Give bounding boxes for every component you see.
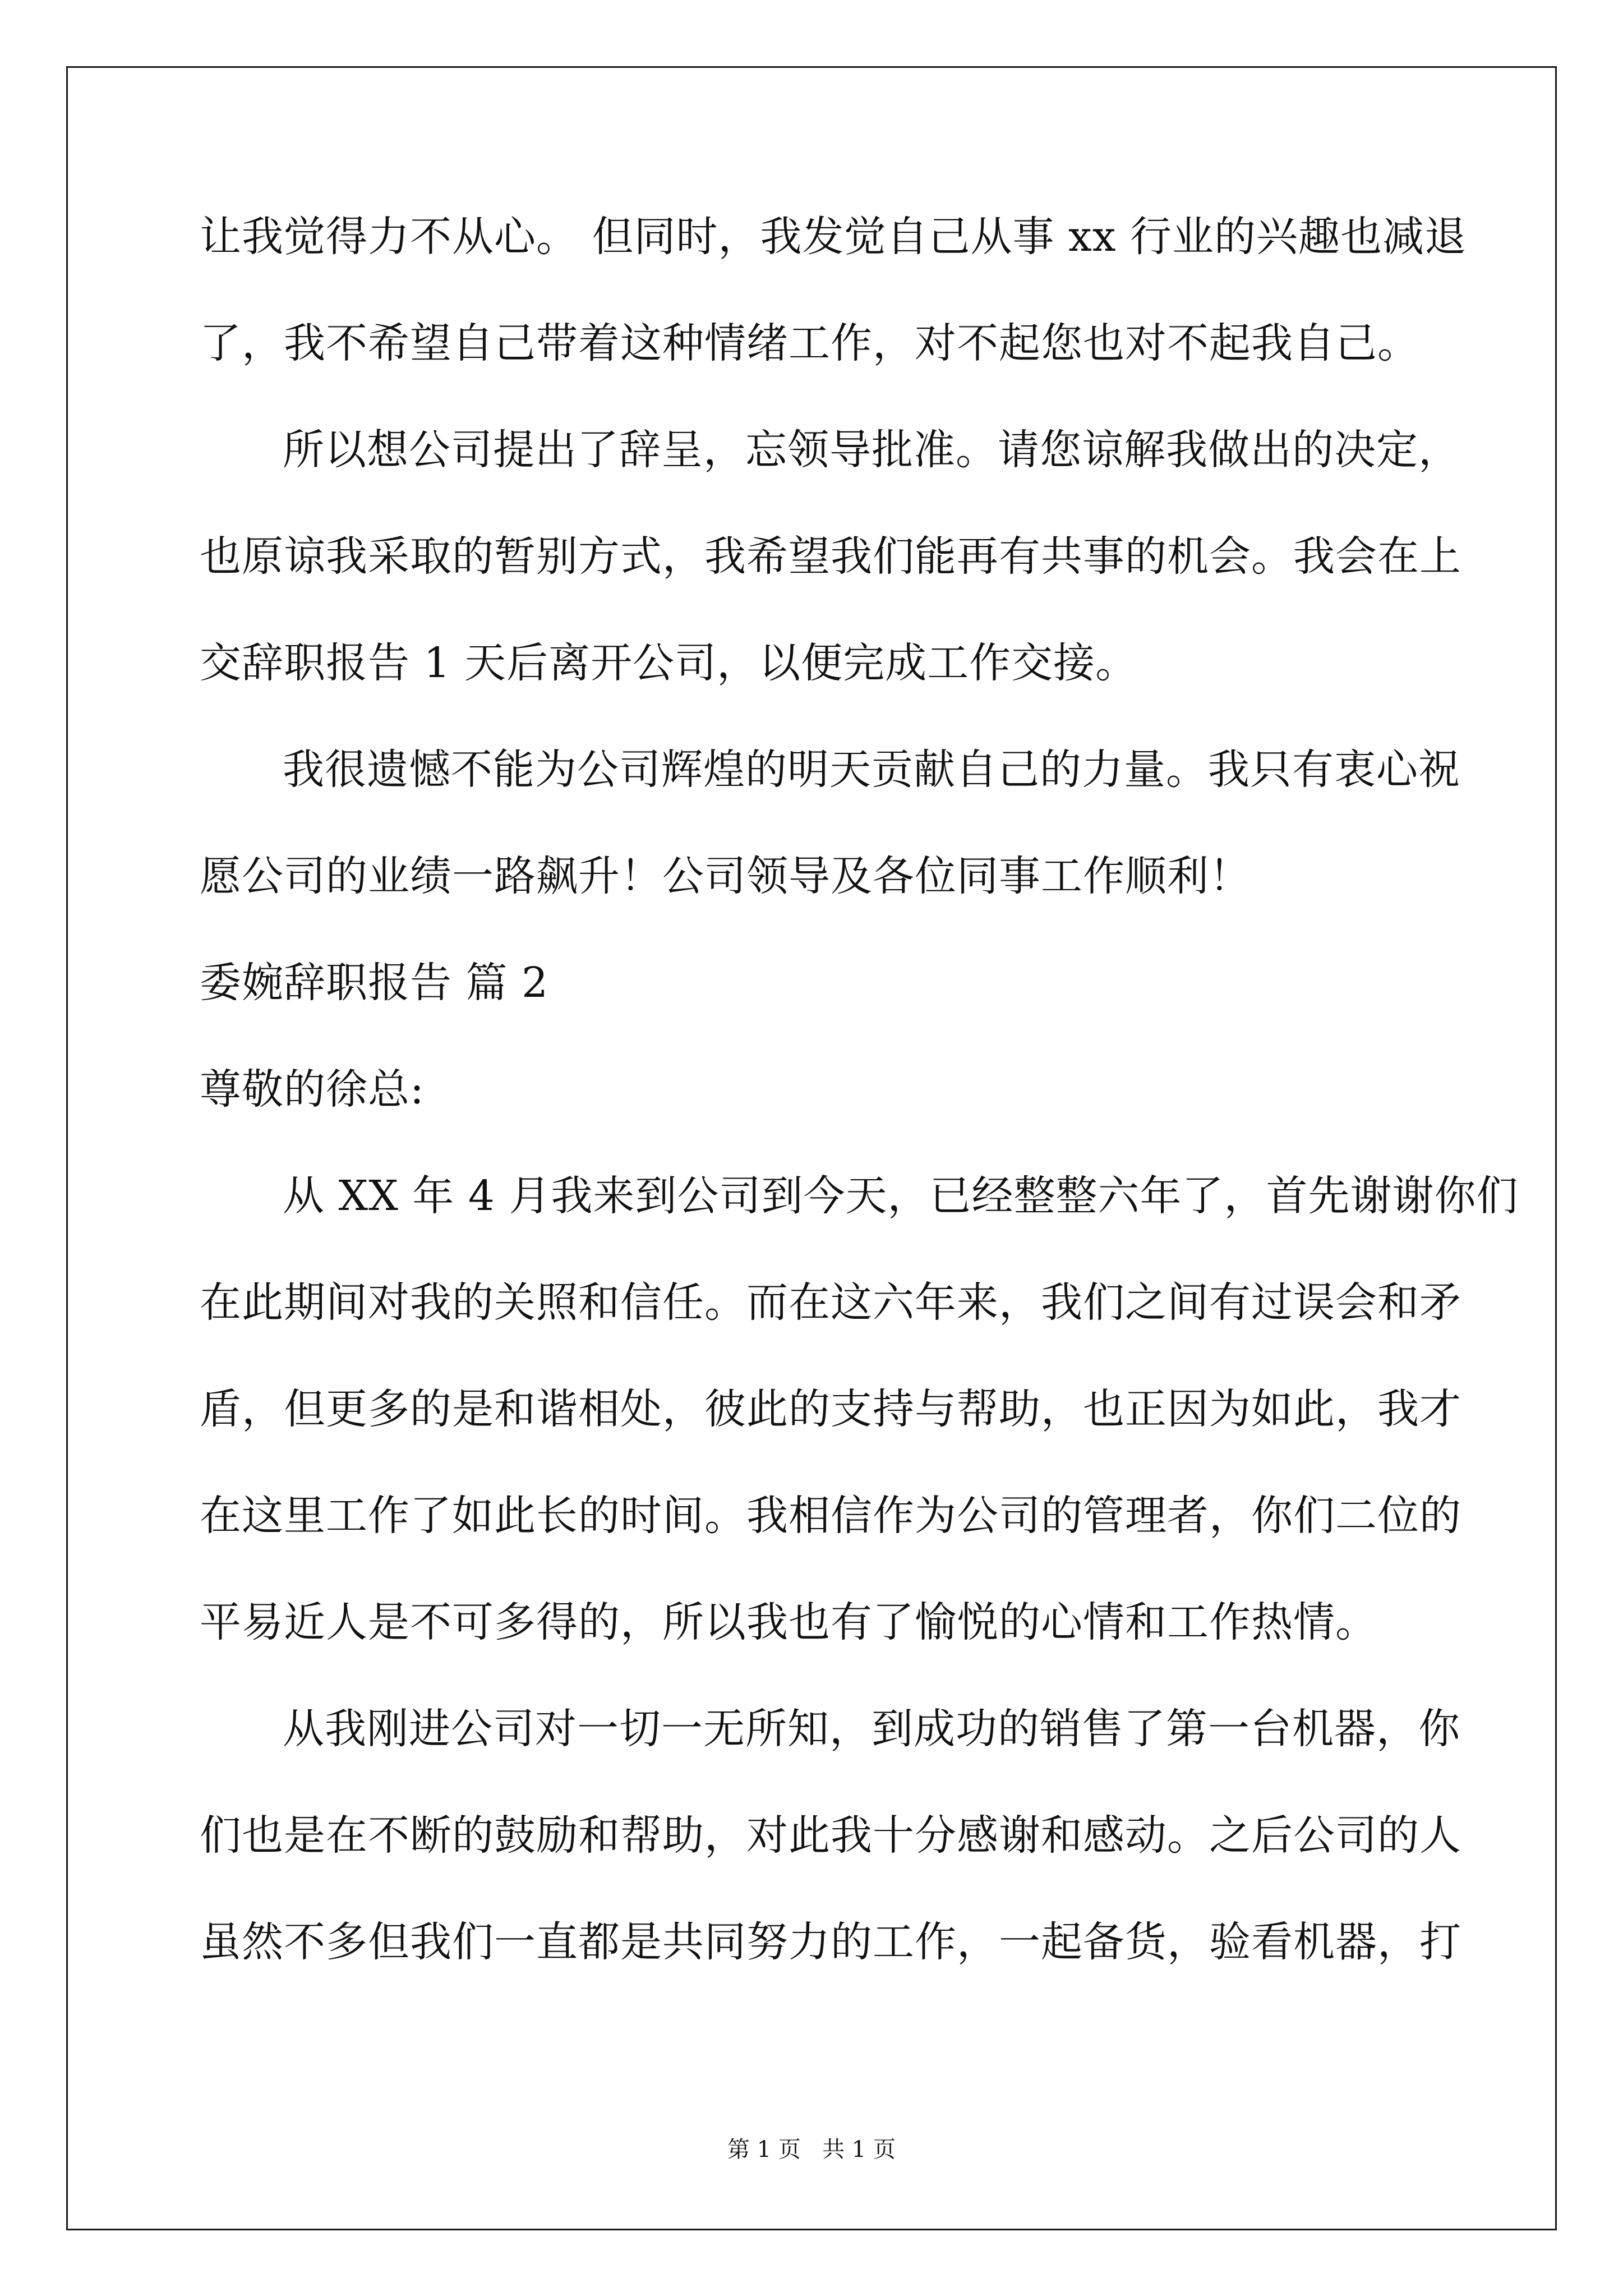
text-line-10: 从 XX 年 4 月我来到公司到今天，已经整整六年了，首先谢谢你们 <box>283 1172 1519 1220</box>
text-line-1: 让我觉得力不从心。 但同时，我发觉自己从事 xx 行业的兴趣也减退 <box>200 213 1467 261</box>
text-line-6: 我很遗憾不能为公司辉煌的明天贡献自己的力量。我只有衷心祝 <box>283 746 1460 794</box>
text-line-4: 也原谅我采取的暂别方式，我希望我们能再有共事的机会。我会在上 <box>200 532 1461 581</box>
text-line-15: 从我刚进公司对一切一无所知，到成功的销售了第一台机器，你 <box>283 1705 1460 1753</box>
text-line-17: 虽然不多但我们一直都是共同努力的工作，一起备货，验看机器，打 <box>200 1918 1461 1966</box>
text-line-13: 在这里工作了如此长的时间。我相信作为公司的管理者，你们二位的 <box>200 1492 1461 1540</box>
text-line-16: 们也是在不断的鼓励和帮助，对此我十分感谢和感动。之后公司的人 <box>200 1811 1461 1860</box>
text-line-7: 愿公司的业绩一路飙升！公司领导及各位同事工作顺利！ <box>200 852 1251 900</box>
page-number-footer: 第 1 页 共 1 页 <box>727 2137 896 2162</box>
page-border <box>66 66 1557 2230</box>
text-line-11: 在此期间对我的关照和信任。而在这六年来，我们之间有过误会和矛 <box>200 1278 1461 1327</box>
section-heading: 委婉辞职报告 篇 2 <box>200 959 549 1007</box>
text-line-14: 平易近人是不可多得的，所以我也有了愉悦的心情和工作热情。 <box>200 1598 1377 1646</box>
text-line-3: 所以想公司提出了辞呈，忘领导批准。请您谅解我做出的决定， <box>283 426 1460 474</box>
salutation: 尊敬的徐总: <box>200 1065 425 1114</box>
text-line-12: 盾，但更多的是和谐相处，彼此的支持与帮助，也正因为如此，我才 <box>200 1385 1461 1433</box>
text-line-2: 了，我不希望自己带着这种情绪工作，对不起您也对不起我自己。 <box>200 319 1419 367</box>
text-line-5: 交辞职报告 1 天后离开公司，以便完成工作交接。 <box>200 639 1138 687</box>
